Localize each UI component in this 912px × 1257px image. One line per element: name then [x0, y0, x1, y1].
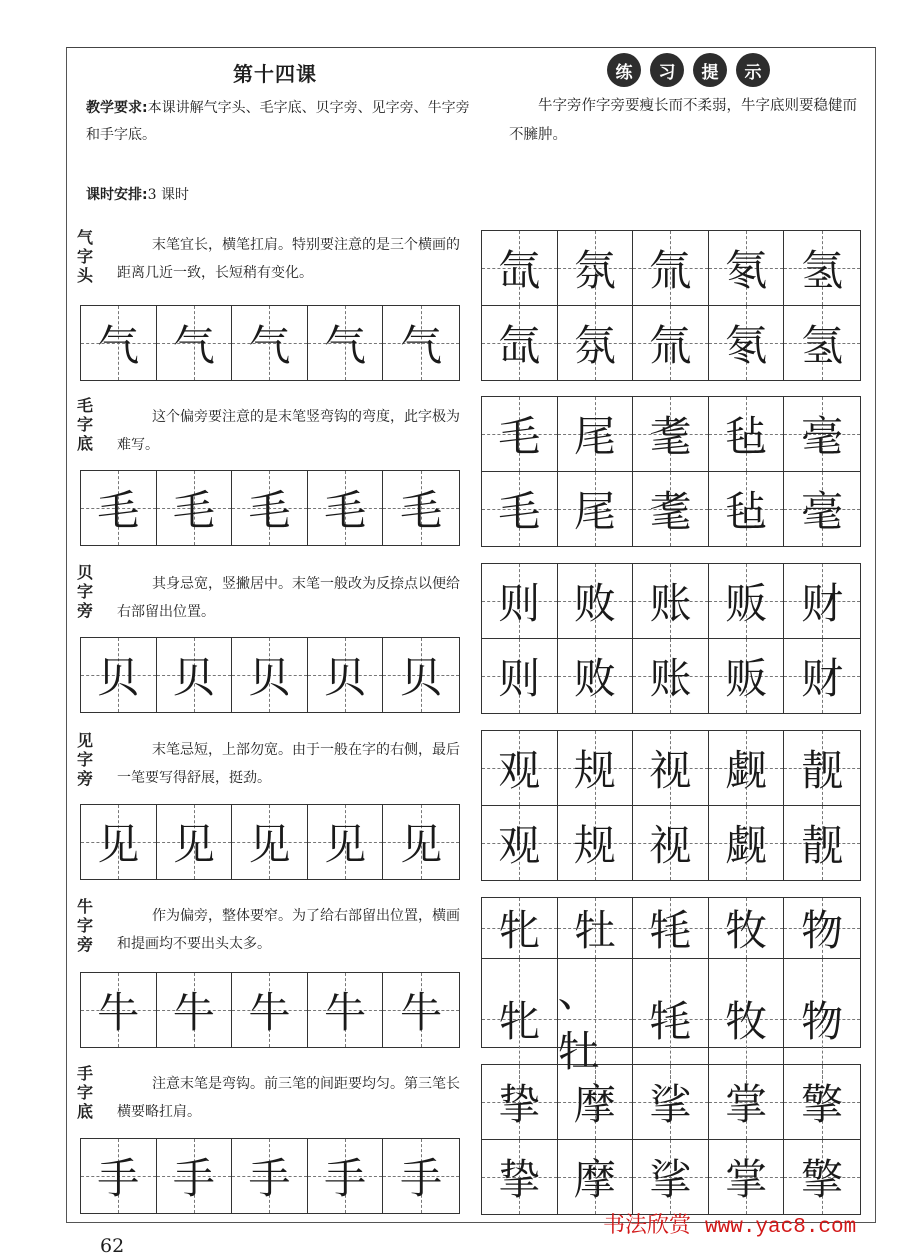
- radical-practice-grid-jian: [80, 804, 460, 880]
- example-char: 掌: [725, 1154, 768, 1204]
- schedule: [86, 184, 189, 204]
- grid-cell: [709, 231, 785, 306]
- grid-cell: [633, 564, 709, 639]
- grid-cell: [558, 472, 634, 547]
- grid-cell: [633, 639, 709, 714]
- lesson-title: 第十四课: [233, 62, 317, 86]
- grid-cell: [232, 1139, 308, 1213]
- example-char: 牝: [498, 906, 541, 955]
- radical-char: 手: [248, 1154, 291, 1203]
- example-char: 牧: [725, 906, 768, 955]
- grid-cell: [232, 805, 308, 879]
- grid-cell: [784, 306, 860, 381]
- grid-cell: [633, 472, 709, 547]
- grid-cell: [157, 306, 233, 380]
- grid-cell: [558, 397, 634, 472]
- radical-char: 气: [97, 321, 140, 370]
- example-char: 摩: [573, 1079, 616, 1129]
- section-label-char: 字: [77, 415, 94, 434]
- example-grid-shou: [481, 1064, 861, 1215]
- section-label-bei: [77, 563, 99, 620]
- grid-cell: [482, 731, 558, 806]
- example-char: 牧: [725, 997, 768, 1046]
- example-char: 账: [649, 578, 692, 628]
- radical-char: 牛: [248, 988, 291, 1037]
- example-char: 氛: [573, 245, 616, 295]
- grid-cell: [81, 306, 157, 380]
- example-grid-niu: [481, 897, 861, 1076]
- grid-cell: [308, 1139, 384, 1213]
- grid-cell: [558, 731, 634, 806]
- example-char: 毫: [801, 411, 844, 461]
- example-char: 氡: [725, 320, 768, 370]
- section-label-char: 字: [77, 916, 94, 935]
- tips-badge-4: 示: [736, 53, 770, 87]
- grid-cell: [482, 564, 558, 639]
- grid-cell: [232, 471, 308, 545]
- example-char: 毫: [801, 486, 844, 536]
- radical-char: 毛: [400, 486, 443, 535]
- watermark-text: 书法欣赏: [603, 1213, 692, 1238]
- grid-cell: [232, 638, 308, 712]
- grid-cell: [157, 973, 233, 1047]
- schedule-value: 3 课时: [147, 187, 189, 203]
- radical-char: 贝: [400, 653, 443, 702]
- section-label-shou: [77, 1064, 99, 1121]
- grid-cell: [784, 231, 860, 306]
- radical-char: 手: [172, 1154, 215, 1203]
- radical-char: 牛: [324, 988, 367, 1037]
- requirement-label: 教学要求:: [86, 100, 148, 116]
- section-label-char: 头: [77, 266, 94, 285]
- example-char: 牝: [498, 997, 541, 1046]
- example-char: 氙: [498, 245, 541, 295]
- radical-char: 贝: [97, 653, 140, 702]
- grid-cell: [709, 472, 785, 547]
- grid-cell: [81, 471, 157, 545]
- radical-char: 贝: [324, 653, 367, 702]
- radical-char: 牛: [97, 988, 140, 1037]
- teaching-requirement: [86, 95, 471, 149]
- radical-practice-grid-mao: [80, 470, 460, 546]
- example-char: 氚: [649, 320, 692, 370]
- grid-cell: [709, 898, 785, 959]
- section-description-shou: 注意末笔是弯钩。前三笔的间距要均匀。第三笔长横要略扛肩。: [117, 1076, 460, 1120]
- radical-char: 毛: [248, 486, 291, 535]
- grid-cell: [633, 397, 709, 472]
- grid-cell: [784, 806, 860, 881]
- grid-cell: [482, 231, 558, 306]
- example-char: 则: [498, 653, 541, 703]
- grid-cell: [784, 639, 860, 714]
- section-description-qi: 末笔宜长，横笔扛肩。特别要注意的是三个横画的距离几近一致，长短稍有变化。: [117, 237, 460, 281]
- radical-char: 见: [248, 820, 291, 869]
- tips-badge-1: 练: [607, 53, 641, 87]
- example-grid-bei: [481, 563, 861, 714]
- radical-char: 贝: [172, 653, 215, 702]
- grid-cell: [81, 638, 157, 712]
- example-char: 牦: [649, 906, 692, 955]
- grid-cell: [308, 638, 384, 712]
- example-char: 物: [801, 997, 844, 1046]
- example-char: 擎: [801, 1079, 844, 1129]
- section-label-char: 底: [77, 1102, 94, 1121]
- radical-char: 见: [324, 820, 367, 869]
- practice-tips-text: 牛字旁作字旁要瘦长而不柔弱，牛字底则要稳健而不臃肿。: [509, 98, 857, 143]
- example-grid-qi: [481, 230, 861, 381]
- grid-cell: [633, 731, 709, 806]
- tips-badge-3: 提: [693, 53, 727, 87]
- grid-cell: [633, 806, 709, 881]
- example-char: 氛: [573, 320, 616, 370]
- example-char: 败: [573, 578, 616, 628]
- example-char: 观: [498, 820, 541, 870]
- example-grid-mao: [481, 396, 861, 547]
- grid-cell: [308, 471, 384, 545]
- radical-char: 牛: [172, 988, 215, 1037]
- grid-cell: [81, 973, 157, 1047]
- example-char: 毛: [498, 486, 541, 536]
- grid-cell: [633, 1140, 709, 1215]
- example-char: 靓: [801, 820, 844, 870]
- example-char: 账: [649, 653, 692, 703]
- example-char: 挲: [649, 1079, 692, 1129]
- example-char: 氢: [801, 245, 844, 295]
- example-char: 氢: [801, 320, 844, 370]
- example-char: 挲: [649, 1154, 692, 1204]
- radical-char: 毛: [97, 486, 140, 535]
- radical-char: 毛: [172, 486, 215, 535]
- section-label-char: 旁: [77, 769, 94, 788]
- section-label-char: 牛: [77, 897, 94, 916]
- practice-tips-heading: [607, 53, 770, 87]
- grid-cell: [558, 564, 634, 639]
- example-char: 败: [573, 653, 616, 703]
- section-label-char: 底: [77, 434, 94, 453]
- grid-cell: [633, 959, 709, 1079]
- grid-cell: [81, 805, 157, 879]
- grid-cell: [709, 806, 785, 881]
- radical-char: 气: [172, 321, 215, 370]
- example-char: 毛: [498, 411, 541, 461]
- section-description-niu: 作为偏旁，整体要窄。为了给右部留出位置，横画和提画均不要出头太多。: [117, 908, 460, 952]
- grid-cell: [558, 959, 634, 1079]
- grid-cell: [784, 731, 860, 806]
- section-label-char: 字: [77, 582, 94, 601]
- watermark: [603, 1208, 856, 1239]
- grid-cell: [308, 805, 384, 879]
- section-label-char: 手: [77, 1064, 94, 1083]
- watermark-url: www.yac8.com: [705, 1216, 857, 1239]
- section-label-char: 气: [77, 228, 94, 247]
- section-label-char: 旁: [77, 935, 94, 954]
- radical-practice-grid-bei: [80, 637, 460, 713]
- grid-cell: [232, 306, 308, 380]
- example-char: 尾: [573, 486, 616, 536]
- section-label-jian: [77, 731, 99, 788]
- example-char: 贩: [725, 578, 768, 628]
- section-label-qi: [77, 228, 99, 285]
- grid-cell: [558, 898, 634, 959]
- radical-practice-grid-shou: [80, 1138, 460, 1214]
- grid-cell: [558, 231, 634, 306]
- example-char: 觑: [725, 745, 768, 795]
- grid-cell: [383, 638, 459, 712]
- grid-cell: [558, 1140, 634, 1215]
- grid-cell: [784, 898, 860, 959]
- grid-cell: [784, 564, 860, 639]
- example-char: 靓: [801, 745, 844, 795]
- radical-char: 气: [400, 321, 443, 370]
- grid-cell: [482, 472, 558, 547]
- example-char: 挚: [498, 1079, 541, 1129]
- grid-cell: [482, 806, 558, 881]
- section-label-char: 贝: [77, 563, 94, 582]
- example-char: 氡: [725, 245, 768, 295]
- grid-cell: [157, 471, 233, 545]
- grid-cell: [482, 959, 558, 1079]
- example-char: 规: [573, 820, 616, 870]
- grid-cell: [383, 805, 459, 879]
- example-char: 视: [649, 745, 692, 795]
- grid-cell: [232, 973, 308, 1047]
- requirement-text: 本课讲解气字头、毛字底、贝字旁、见字旁、牛字旁和手字底。: [86, 100, 470, 143]
- example-char: 觑: [725, 820, 768, 870]
- section-description-jian: 末笔忌短，上部勿宽。由于一般在字的右侧，最后一笔要写得舒展，挺劲。: [117, 742, 460, 786]
- grid-cell: [157, 638, 233, 712]
- example-char: 贩: [725, 653, 768, 703]
- example-char: 毡: [725, 411, 768, 461]
- grid-cell: [157, 805, 233, 879]
- example-char: 耄: [649, 411, 692, 461]
- example-char: 财: [801, 578, 844, 628]
- grid-cell: [633, 231, 709, 306]
- grid-cell: [81, 1139, 157, 1213]
- grid-cell: [383, 306, 459, 380]
- section-label-char: 字: [77, 247, 94, 266]
- example-char: 毡: [725, 486, 768, 536]
- example-char: 尾: [573, 411, 616, 461]
- grid-cell: [482, 397, 558, 472]
- section-label-char: 字: [77, 1083, 94, 1102]
- section-label-niu: [77, 897, 99, 954]
- grid-cell: [709, 564, 785, 639]
- section-description-bei: 其身忌宽，竖撇居中。末笔一般改为反捺点以便给右部留出位置。: [117, 576, 460, 620]
- section-label-mao: [77, 396, 99, 453]
- grid-cell: [709, 397, 785, 472]
- grid-cell: [383, 1139, 459, 1213]
- example-char: 、牡: [557, 967, 600, 1076]
- grid-cell: [784, 1140, 860, 1215]
- tips-badge-2: 习: [650, 53, 684, 87]
- grid-cell: [383, 973, 459, 1047]
- example-char: 摩: [573, 1154, 616, 1204]
- grid-cell: [709, 731, 785, 806]
- grid-cell: [784, 959, 860, 1079]
- section-label-char: 字: [77, 750, 94, 769]
- grid-cell: [784, 397, 860, 472]
- grid-cell: [383, 471, 459, 545]
- radical-char: 见: [172, 820, 215, 869]
- example-grid-jian: [481, 730, 861, 881]
- example-char: 牦: [649, 997, 692, 1046]
- grid-cell: [709, 959, 785, 1079]
- example-char: 物: [801, 906, 844, 955]
- section-label-char: 见: [77, 731, 94, 750]
- page-number: 62: [100, 1235, 125, 1257]
- grid-cell: [558, 639, 634, 714]
- grid-cell: [633, 898, 709, 959]
- example-char: 视: [649, 820, 692, 870]
- example-char: 氙: [498, 320, 541, 370]
- grid-cell: [482, 1140, 558, 1215]
- example-char: 耄: [649, 486, 692, 536]
- grid-cell: [558, 306, 634, 381]
- grid-cell: [633, 306, 709, 381]
- grid-cell: [784, 1065, 860, 1140]
- radical-char: 手: [324, 1154, 367, 1203]
- section-description-mao: 这个偏旁要注意的是末笔竖弯钩的弯度，此字极为难写。: [117, 409, 460, 453]
- grid-cell: [308, 306, 384, 380]
- example-char: 观: [498, 745, 541, 795]
- example-char: 氚: [649, 245, 692, 295]
- radical-char: 贝: [248, 653, 291, 702]
- example-char: 财: [801, 653, 844, 703]
- example-char: 规: [573, 745, 616, 795]
- radical-practice-grid-qi: [80, 305, 460, 381]
- radical-practice-grid-niu: [80, 972, 460, 1048]
- grid-cell: [633, 1065, 709, 1140]
- grid-cell: [308, 973, 384, 1047]
- section-label-char: 旁: [77, 601, 94, 620]
- radical-char: 气: [324, 321, 367, 370]
- grid-cell: [709, 306, 785, 381]
- example-char: 掌: [725, 1079, 768, 1129]
- grid-cell: [558, 806, 634, 881]
- radical-char: 见: [400, 820, 443, 869]
- grid-cell: [784, 472, 860, 547]
- radical-char: 气: [248, 321, 291, 370]
- grid-cell: [482, 306, 558, 381]
- grid-cell: [157, 1139, 233, 1213]
- grid-cell: [709, 1140, 785, 1215]
- grid-cell: [709, 1065, 785, 1140]
- example-char: 擎: [801, 1154, 844, 1204]
- radical-char: 牛: [400, 988, 443, 1037]
- radical-char: 手: [400, 1154, 443, 1203]
- radical-char: 见: [97, 820, 140, 869]
- section-label-char: 毛: [77, 396, 94, 415]
- grid-cell: [482, 639, 558, 714]
- grid-cell: [482, 898, 558, 959]
- example-char: 牡: [573, 906, 616, 955]
- radical-char: 毛: [324, 486, 367, 535]
- example-char: 挚: [498, 1154, 541, 1204]
- radical-char: 手: [97, 1154, 140, 1203]
- grid-cell: [709, 639, 785, 714]
- example-char: 则: [498, 578, 541, 628]
- grid-cell: [482, 1065, 558, 1140]
- schedule-label: 课时安排:: [86, 187, 148, 203]
